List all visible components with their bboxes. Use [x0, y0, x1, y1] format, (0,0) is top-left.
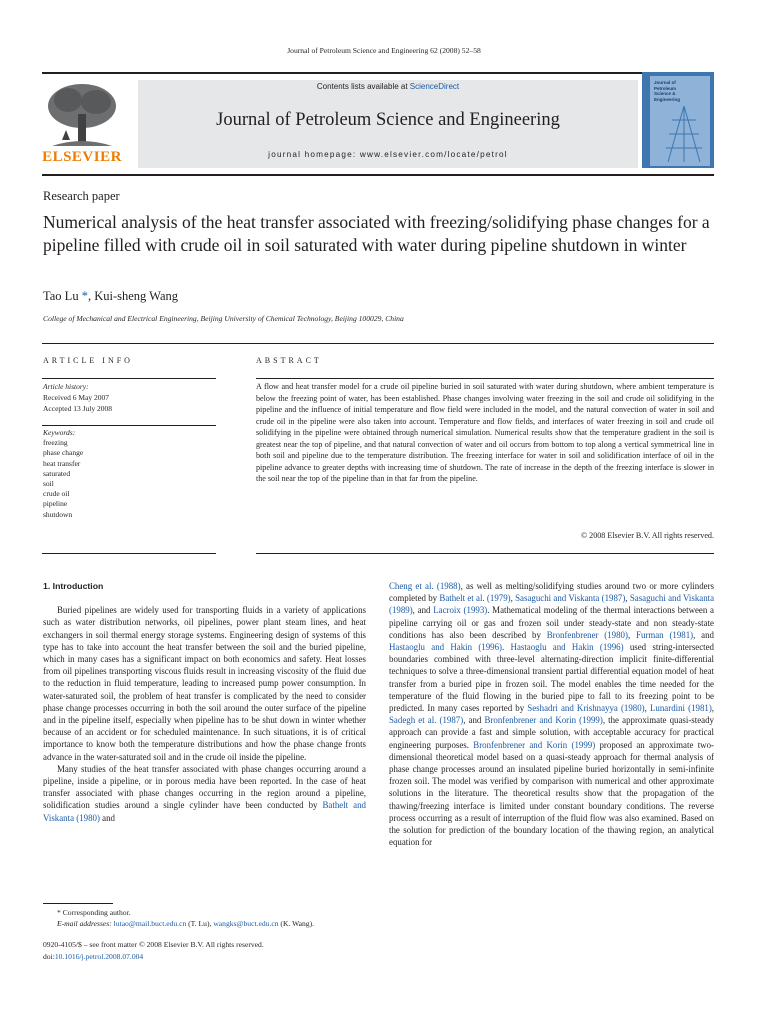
- citation-link[interactable]: Sadegh et al. (1987): [389, 715, 464, 726]
- keyword: crude oil: [43, 489, 70, 499]
- citation-link[interactable]: Bathelt and Viskanta (1980): [43, 800, 366, 823]
- received-date: Received 6 May 2007: [43, 393, 110, 402]
- citation-link[interactable]: Sasaguchi and Viskanta (1989): [389, 593, 715, 616]
- contents-prefix: Contents lists available at: [316, 82, 410, 91]
- keyword: saturated: [43, 468, 71, 478]
- elsevier-logo-text: ELSEVIER: [42, 149, 122, 165]
- paragraph: Many studies of the heat transfer associated with phase changes occurring around a pipeline, inside a pipeline, or in porous media have been reported. In the case of heat transfer associated with phase changes occurring in the region around a pipeline, solidification studies around a single cylinder have been conducted by Bathelt and Viskanta (1980) and: [43, 763, 366, 823]
- cover-title: Journal of Petroleum Science & Engineering: [654, 80, 681, 102]
- issn-line: 0920-4105/$ – see front matter © 2008 Elsevier B.V. All rights reserved.: [43, 940, 264, 949]
- citation-link[interactable]: Seshadri and Krishnayya (1980): [527, 703, 645, 714]
- article-info-rule: [42, 378, 216, 379]
- footnote-mark: *: [57, 908, 61, 917]
- accepted-date: Accepted 13 July 2008: [43, 404, 112, 413]
- citation-link[interactable]: Hastaoglu and Hakin (1996): [389, 642, 503, 653]
- keyword: phase change: [43, 448, 84, 458]
- citation-link[interactable]: Furman (1981): [636, 629, 694, 640]
- citation-link[interactable]: Bronfenbrener and Korin (1999): [473, 739, 596, 750]
- author-2: , Kui-sheng Wang: [87, 289, 179, 303]
- doi-link[interactable]: 10.1016/j.petrol.2008.07.004: [54, 951, 144, 961]
- contents-line: [138, 82, 638, 91]
- journal-title: Journal of Petroleum Science and Engineering: [216, 110, 560, 130]
- footnote-rule: [43, 903, 113, 904]
- citation-link[interactable]: Sasaguchi and Viskanta (1987): [515, 593, 626, 604]
- paper-title: Numerical analysis of the heat transfer associated with freezing/solidifying phase changes for a pipeline filled with crude oil in soil saturated with water during pipeline shutdown in winter: [43, 212, 710, 255]
- citation-link[interactable]: Hastaoglu and Hakin (1996): [510, 642, 624, 653]
- keyword: heat transfer: [43, 458, 81, 468]
- paragraph: Cheng et al. (1988), as well as melting/solidifying studies around two or more cylinders completed by Bathelt et al. (1979), Sasaguchi and Viskanta (1987), Sasaguchi and Viskanta (1989), and Lacroix (1993). Mathematical modeling of the thermal interactions between a pipeline carrying oil or gas and frozen soil under steady-state and non steady-state conditions has also been described by Bronfenbrener (1980), Furman (1981), and Hastaoglu and Hakin (1996). Hastaoglu and Hakin (1996) used string-intersected boundaries combined with three-level alternating-direction implicit finite-differential techniques to solve a three-dimensional transient partial differential equation model of heat transfer from a buried pipe in frozen soil. The model enables the time needed for the temperature of the fluid flowing in the buried pipe to fall to its freezing point to be predicted. In many cases reported by Seshadri and Krishnayya (1980), Lunardini (1981), Sadegh et al. (1987), and Bronfenbrener and Korin (1999), the approximate quasi-steady approach can provide a fast and simple solution, with acceptable accuracy for practical engineering purposes. Bronfenbrener and Korin (1999) proposed an approximate two-dimensional theoretical model based on a quasi-steady approach for thermal analysis of phase change processes around an insulated pipeline buried horizontally in semi-infinite frozen soil. The model was verified by comparison with numerical and other approximate solutions in the literature. The theoretical results show that the propagation of the thawing/freezing interface is limited under constant boundary conditions. The reverse process occurring as a result of interruption of the fluid flow was also examined. Based on the solution for prediction of the boundary location of the thawing region, an analytical equation for: [389, 581, 715, 848]
- running-head: Journal of Petroleum Science and Engineering 62 (2008) 52–58: [287, 46, 481, 55]
- article-info-rule: [42, 425, 216, 426]
- footnote: * Corresponding author. E-mail addresses: lutao@mail.buct.edu.cn (T. Lu), wangks@buct.edu.cn (K. Wang).: [57, 908, 315, 928]
- email-link[interactable]: lutao@mail.buct.edu.cn: [113, 919, 187, 928]
- abstract-rule: [256, 553, 714, 554]
- journal-cover-thumbnail[interactable]: [642, 72, 714, 168]
- abstract-copyright: © 2008 Elsevier B.V. All rights reserved.: [580, 531, 714, 540]
- paragraph: Buried pipelines are widely used for transporting fluids in a variety of applications such as water distribution networks, oil pipelines, power plant steam lines, and heat exchangers in soil thermal energy storage systems. Engineering design of systems of this type has to take into account the heat transfer between the soil and the buried pipeline, which in many cases has a significant impact on both economics and safety. Heat losses from oil pipelines transporting viscous fluids result in increasing viscosity of the fluid due to the reduction in fluid temperature, leading to increased pump power consumption. In water-saturated soil, the problem of heat transfer is complicated by the need to consider phase change processes occurring in both the soil around the outer surface of the pipeline and in the pipeline itself, especially when pipeline has to be shut down in winter whether because of an accident or for scheduled maintenance. In such situations, it is of critical importance to know both the temperature distributions and how the phase change fronts advance in the water-saturated soil and in the crude oil inside the pipeline.: [43, 605, 366, 762]
- abstract-label: ABSTRACT: [256, 356, 322, 365]
- citation-link[interactable]: Cheng et al. (1988): [389, 581, 461, 591]
- body-column-left: [43, 580, 366, 824]
- body-column-right: [389, 580, 714, 848]
- author-1: Tao Lu: [43, 289, 79, 303]
- section-heading: 1. Introduction: [43, 581, 104, 591]
- article-info-rule: [42, 553, 216, 554]
- email-link[interactable]: wangks@buct.edu.cn: [213, 919, 279, 928]
- affiliation: College of Mechanical and Electrical Engineering, Beijing University of Chemical Technology, Beijing 100029, China: [43, 314, 404, 323]
- citation-link[interactable]: Bronfenbrener and Korin (1999): [484, 715, 603, 726]
- doi-prefix: doi:: [43, 951, 55, 961]
- paper-type: Research paper: [43, 189, 120, 203]
- abstract-rule: [256, 378, 714, 379]
- keywords: [43, 428, 83, 520]
- keyword: shutdown: [43, 509, 73, 519]
- article-info-label: ARTICLE INFO: [43, 356, 133, 365]
- abstract-text: A flow and heat transfer model for a crude oil pipeline buried in soil saturated with water during shutdown, where ambient temperature is below the freezing point of water, has been established. Phase changes involving water freezing in the soil and crude oil solidifying in the pipeline and the influence of initial temperature and flow field were included in the model, and the natural convection of water in soil and crude oil in the pipeline were also taken into account. Temperature and flow fields, and interfaces of water freezing in soil and crude oil solidifying in the pipeline were obtained through numerical simulation. Numerical results show that the temperature gradient in the soil is greatest near the top of pipeline, and that natural convection of water and oil occurs from bottom to top along a vertical symmetrical line in both soil and pipeline due to the temperature distribution. The freezing interface for water in soil and solidification interface of oil in the pipeline advance to greater depths with increasing time of shutdown. The rate of increase in the depth of the freezing interface is slower in the soil near the top of the pipeline than in that far from the pipeline.: [256, 382, 714, 483]
- issn-block: [43, 939, 264, 962]
- email-label: E-mail addresses:: [57, 919, 114, 928]
- citation-link[interactable]: Lacroix (1993): [433, 605, 488, 616]
- keywords-label: Keywords:: [43, 428, 76, 437]
- keyword: soil: [43, 479, 54, 489]
- citation-link[interactable]: Bathelt et al. (1979): [439, 593, 511, 604]
- history-label: Article history:: [43, 382, 89, 391]
- cover-image: [650, 76, 710, 166]
- sciencedirect-link[interactable]: ScienceDirect: [409, 82, 460, 91]
- corresponding-author-mark[interactable]: *: [81, 289, 88, 303]
- section-divider: [42, 343, 714, 344]
- corresponding-author-note: Corresponding author.: [62, 908, 131, 917]
- keyword: freezing: [43, 438, 68, 448]
- citation-link[interactable]: Lunardini (1981): [650, 703, 712, 714]
- authors: [43, 289, 178, 304]
- header-top-rule: [42, 72, 714, 74]
- journal-homepage[interactable]: journal homepage: www.elsevier.com/locate/petrol: [268, 150, 508, 159]
- citation-link[interactable]: Bronfenbrener (1980): [546, 629, 628, 640]
- header-bottom-rule: [42, 174, 714, 176]
- article-history: [43, 381, 112, 414]
- keyword: pipeline: [43, 499, 68, 509]
